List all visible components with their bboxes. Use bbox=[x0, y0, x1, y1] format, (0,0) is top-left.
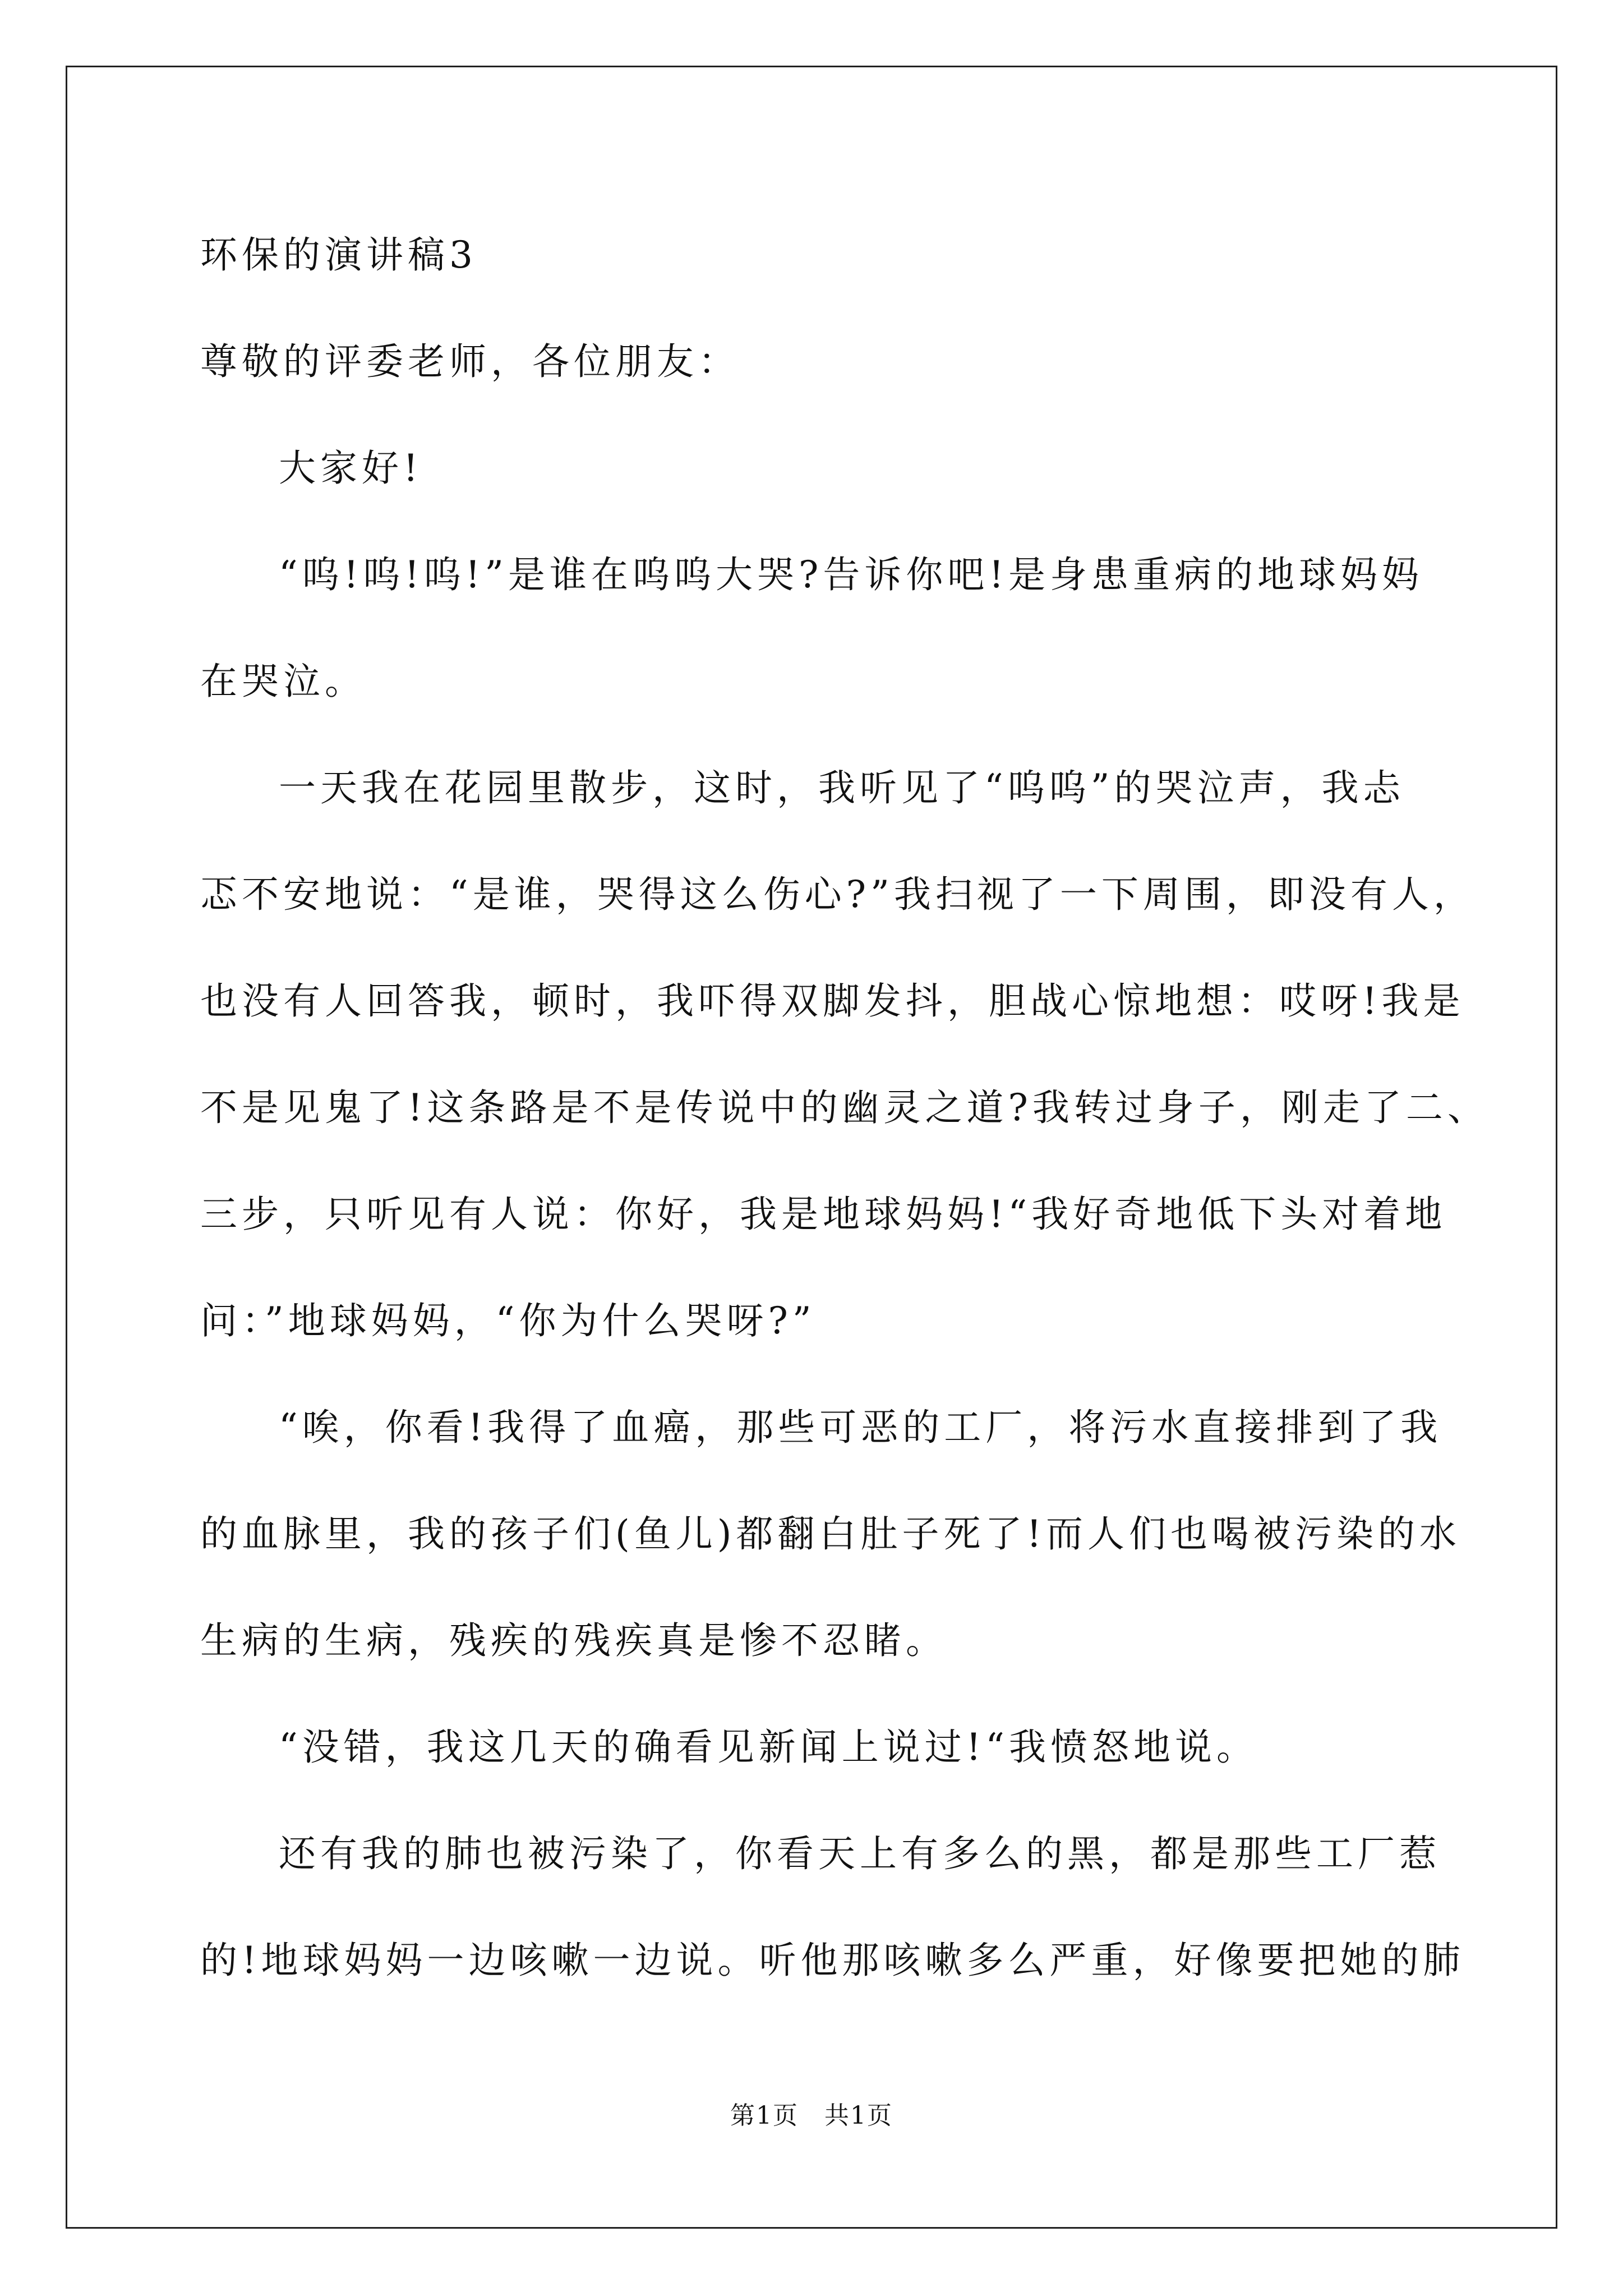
paragraph-line: 生病的生病，残疾的残疾真是惨不忍睹。 bbox=[200, 1619, 947, 1662]
page-footer: 第1页 共1页 bbox=[730, 2101, 893, 2130]
paragraph-line: 的!地球妈妈一边咳嗽一边说。听他那咳嗽多么严重，好像要把她的肺 bbox=[200, 1939, 1465, 1982]
paragraph-line: “唉，你看!我得了血癌，那些可恶的工厂，将污水直接排到了我 bbox=[279, 1406, 1442, 1449]
paragraph-line: 在哭泣。 bbox=[200, 660, 366, 703]
document-body bbox=[200, 202, 1489, 2014]
paragraph-line: 也没有人回答我，顿时，我吓得双脚发抖，胆战心惊地想：哎呀!我是 bbox=[200, 979, 1465, 1023]
paragraph-line: “没错，我这几天的确看见新闻上说过!“我愤怒地说。 bbox=[279, 1726, 1258, 1769]
salutation: 尊敬的评委老师，各位朋友： bbox=[200, 340, 740, 383]
paragraph-line: 一天我在花园里散步，这时，我听见了“呜呜”的哭泣声，我忐 bbox=[279, 766, 1405, 809]
paragraph-line: 忑不安地说：“是谁，哭得这么伤心?”我扫视了一下周围，即没有人， bbox=[200, 873, 1475, 916]
paragraph-line: 问：”地球妈妈，“你为什么哭呀?” bbox=[200, 1299, 816, 1342]
paragraph-line: 不是见鬼了!这条路是不是传说中的幽灵之道?我转过身子，刚走了二、 bbox=[200, 1086, 1489, 1129]
document-title: 环保的演讲稿3 bbox=[200, 233, 477, 277]
paragraph-line: 三步，只听见有人说：你好，我是地球妈妈!“我好奇地低下头对着地 bbox=[200, 1193, 1447, 1236]
paragraph-line: “呜!呜!呜!”是谁在呜呜大哭?告诉你吧!是身患重病的地球妈妈 bbox=[279, 553, 1423, 596]
paragraph-line: 大家好! bbox=[279, 447, 423, 490]
paragraph-line: 的血脉里，我的孩子们(鱼儿)都翻白肚子死了!而人们也喝被污染的水 bbox=[200, 1512, 1461, 1556]
paragraph-line: 还有我的肺也被污染了，你看天上有多么的黑，都是那些工厂惹 bbox=[279, 1832, 1441, 1875]
